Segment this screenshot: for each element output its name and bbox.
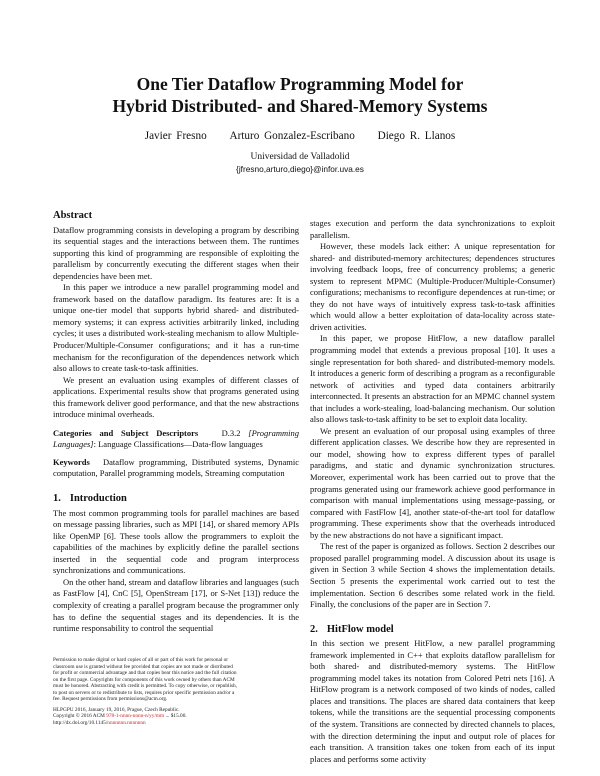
footnote-price: ... $15.00. xyxy=(165,713,187,719)
right-paragraph-1: stages execution and perform the data synchronizations to exploit parallelism. xyxy=(310,218,555,240)
affiliation: Universidad de Valladolid xyxy=(250,152,350,162)
categories-italic: [Programming Languages] xyxy=(53,427,299,450)
intro-title: Introduction xyxy=(69,493,127,505)
abstract-paragraph-1: Dataflow programming consists in developing a program by describing its sequential stages and the interactions between them. The runtimes supporting this kind of programming are responsible of exploiting the parallelism by concurrently executing the different stages when their dependencies have been met. xyxy=(53,224,299,281)
footnote-line: to post on servers or to redistribute to lists, requires prior specific permission and/or a xyxy=(53,689,235,696)
intro-number: 1. xyxy=(53,493,61,505)
author-email: {jfresno,arturo,diego}@infor.uva.es xyxy=(236,164,364,174)
footnote-doi-line[interactable] xyxy=(53,720,299,727)
hitflow-title: HitFlow model xyxy=(326,623,394,635)
hitflow-number: 2. xyxy=(310,623,318,635)
abstract-paragraph-2: In this paper we introduce a new parallel programming model and framework based on the dataflow paradigm. Its features are: It is a unique one-tier model that supports hybrid shared- and distributed-memory systems; it can express activities arbitrarily linked, including cycles; it uses a distributed work-stealing mechanism to allow Multiple-Producer/Multiple-Consumer configurations; and it has a run-time mechanism for the reconfiguration of the dependences network which also allows to create task-to-task affinities. xyxy=(53,282,299,374)
footnote-venue: HLPGPU 2016, January 19, 2016, Prague, Czech Republic. xyxy=(53,706,180,713)
author-1: Javier Fresno xyxy=(144,130,207,142)
right-paragraph-3: In this paper, we propose HitFlow, a new dataflow parallel programming model that extends a previous proposal [10]. It uses a single representation for both shared- and distributed-memory models. It introduces a generic form of describing a program as a reconfigurable network of activities and typed data containers arbitrarily interconnected. It presents an abstraction for an MPMC channel system that includes a work-stealing, load-balancing mechanism. Our solution also allows task-to-task affinity to be set to exploit data locality. xyxy=(310,333,555,425)
footnote-line: fee. Request permissions from permissions@acm.org. xyxy=(53,696,168,702)
author-3: Diego R. Llanos xyxy=(377,130,456,142)
right-column xyxy=(310,218,555,765)
hitflow-heading xyxy=(310,624,555,636)
author-2: Arturo Gonzalez-Escribano xyxy=(229,130,355,142)
categories-rest: : Language Classifications—Data-flow languages xyxy=(93,439,263,450)
right-paragraph-4: We present an evaluation of our proposal using examples of three different application classes. We describe how they are represented in our model, showing how to express different types of parallel paradigms, and static and dynamic synchronization structures. Moreover, experimental work has been carried out to prove that the programs generated using our framework achieve good performance in comparison with manual implementations using message-passing, or compared with FastFlow [4], another state-of-the-art tool for dataflow programming. These experiments show that the overheads introduced by the new abstractions do not have a significant impact. xyxy=(310,425,555,540)
categories-descriptors xyxy=(53,428,299,451)
categories-label: Categories and Subject Descriptors xyxy=(53,427,199,438)
author-list xyxy=(40,130,560,142)
copyright-footnote xyxy=(53,657,299,726)
keywords xyxy=(53,457,299,480)
affiliation-block xyxy=(40,151,560,175)
left-column xyxy=(53,210,299,635)
abstract-paragraph-3: We present an evaluation using examples of different classes of applications. Experimental results show that programs generated using this framework deliver good performance, and that the new abstractions introduce minimal overheads. xyxy=(53,374,299,420)
footnote-line: for profit or commercial advantage and that copies bear this notice and the full citation xyxy=(53,670,237,676)
footnote-line: Permission to make digital or hard copies of all or part of this work for personal or xyxy=(53,657,229,663)
footnote-doi[interactable]: http://dx.doi.org/10.1145/ xyxy=(53,719,108,726)
right-paragraph-2: However, these models lack either: A unique representation for shared- and distributed-memory architectures; dependences structures involving feedback loops, free of concurrency problems; a generic system to represent MPMC (Multiple-Producer/Multiple-Consumer) configurations; mechanisms to reconfigure dependences at run-time; or they do not have ways of intuitively express task-to-task affinities which would allow a better exploitation of data-locality across state-driven activities. xyxy=(310,241,555,332)
abstract-heading: Abstract xyxy=(53,210,93,221)
keywords-label: Keywords xyxy=(53,456,90,467)
keywords-text: Dataflow programming, Distributed systems, Dynamic computation, Parallel programming models, Streaming computation xyxy=(53,456,300,479)
footnote-line: classroom use is granted without fee provided that copies are not made or distributed xyxy=(53,663,233,670)
paper-title xyxy=(40,73,560,117)
footnote-copyright: Copyright © 2016 ACM xyxy=(53,713,107,719)
footnote-doi-red[interactable]: nnnnnnn.nnnnnnn xyxy=(107,719,146,726)
right-paragraph-5: The rest of the paper is organized as follows. Section 2 describes our proposed parallel programming model. A discussion about its usage is given in Section 3 while Section 4 shows the implementation details. Section 5 presents the experimental work carried out to test the implementation. Section 6 describes some related work in the field. Finally, the conclusions of the paper are in Section 7. xyxy=(310,541,555,610)
hitflow-paragraph: In this section we present HitFlow, a new parallel programming framework implemented in C++ that exploits dataflow parallelism for both shared- and distributed-memory systems. The HitFlow programming model takes its notation from Colored Petri nets [16]. A HitFlow program is a network composed of two kinds of nodes, called places and transitions. The places are shared data containers that keep tokens, while the transitions are the sequential processing components of the system. Transitions are connected by directed channels to places, with the direction determining the input and output role of places for each transition. A transition takes one token from each of its input places and performs some activity xyxy=(310,638,555,764)
categories-code: D.3.2 xyxy=(221,427,241,438)
intro-heading xyxy=(53,493,299,505)
title-line-2: Hybrid Distributed- and Shared-Memory Systems xyxy=(112,96,488,116)
footnote-line: must be honored. Abstracting with credit is permitted. To copy otherwise, or republish, xyxy=(53,683,238,689)
intro-paragraph-2: On the other hand, stream and dataflow libraries and languages (such as FastFlow [4], CnC [5], OpenStream [17], or S-Net [13]) reduce the complexity of creating a parallel program because the programmer only has to define the sequential stages and its dependencies. It is the runtime responsability to control the sequential xyxy=(53,576,299,634)
intro-paragraph-1: The most common programming tools for parallel machines are based on message passing libraries, such as MPI [14], or shared memory APIs like OpenMP [6]. These tools allow the programmers to exploit the capabilities of the machines by explicitly define the parallel sections inserted in the sequential code and program interprocess synchronizations and communications. xyxy=(53,507,299,576)
footnote-isbn: 978-1-nnnn-nnnn-n/yy/mm xyxy=(106,713,165,719)
footnote-line: on the first page. Copyrights for components of this work owned by others than ACM xyxy=(53,676,235,683)
title-line-1: One Tier Dataflow Programming Model for xyxy=(136,74,464,94)
